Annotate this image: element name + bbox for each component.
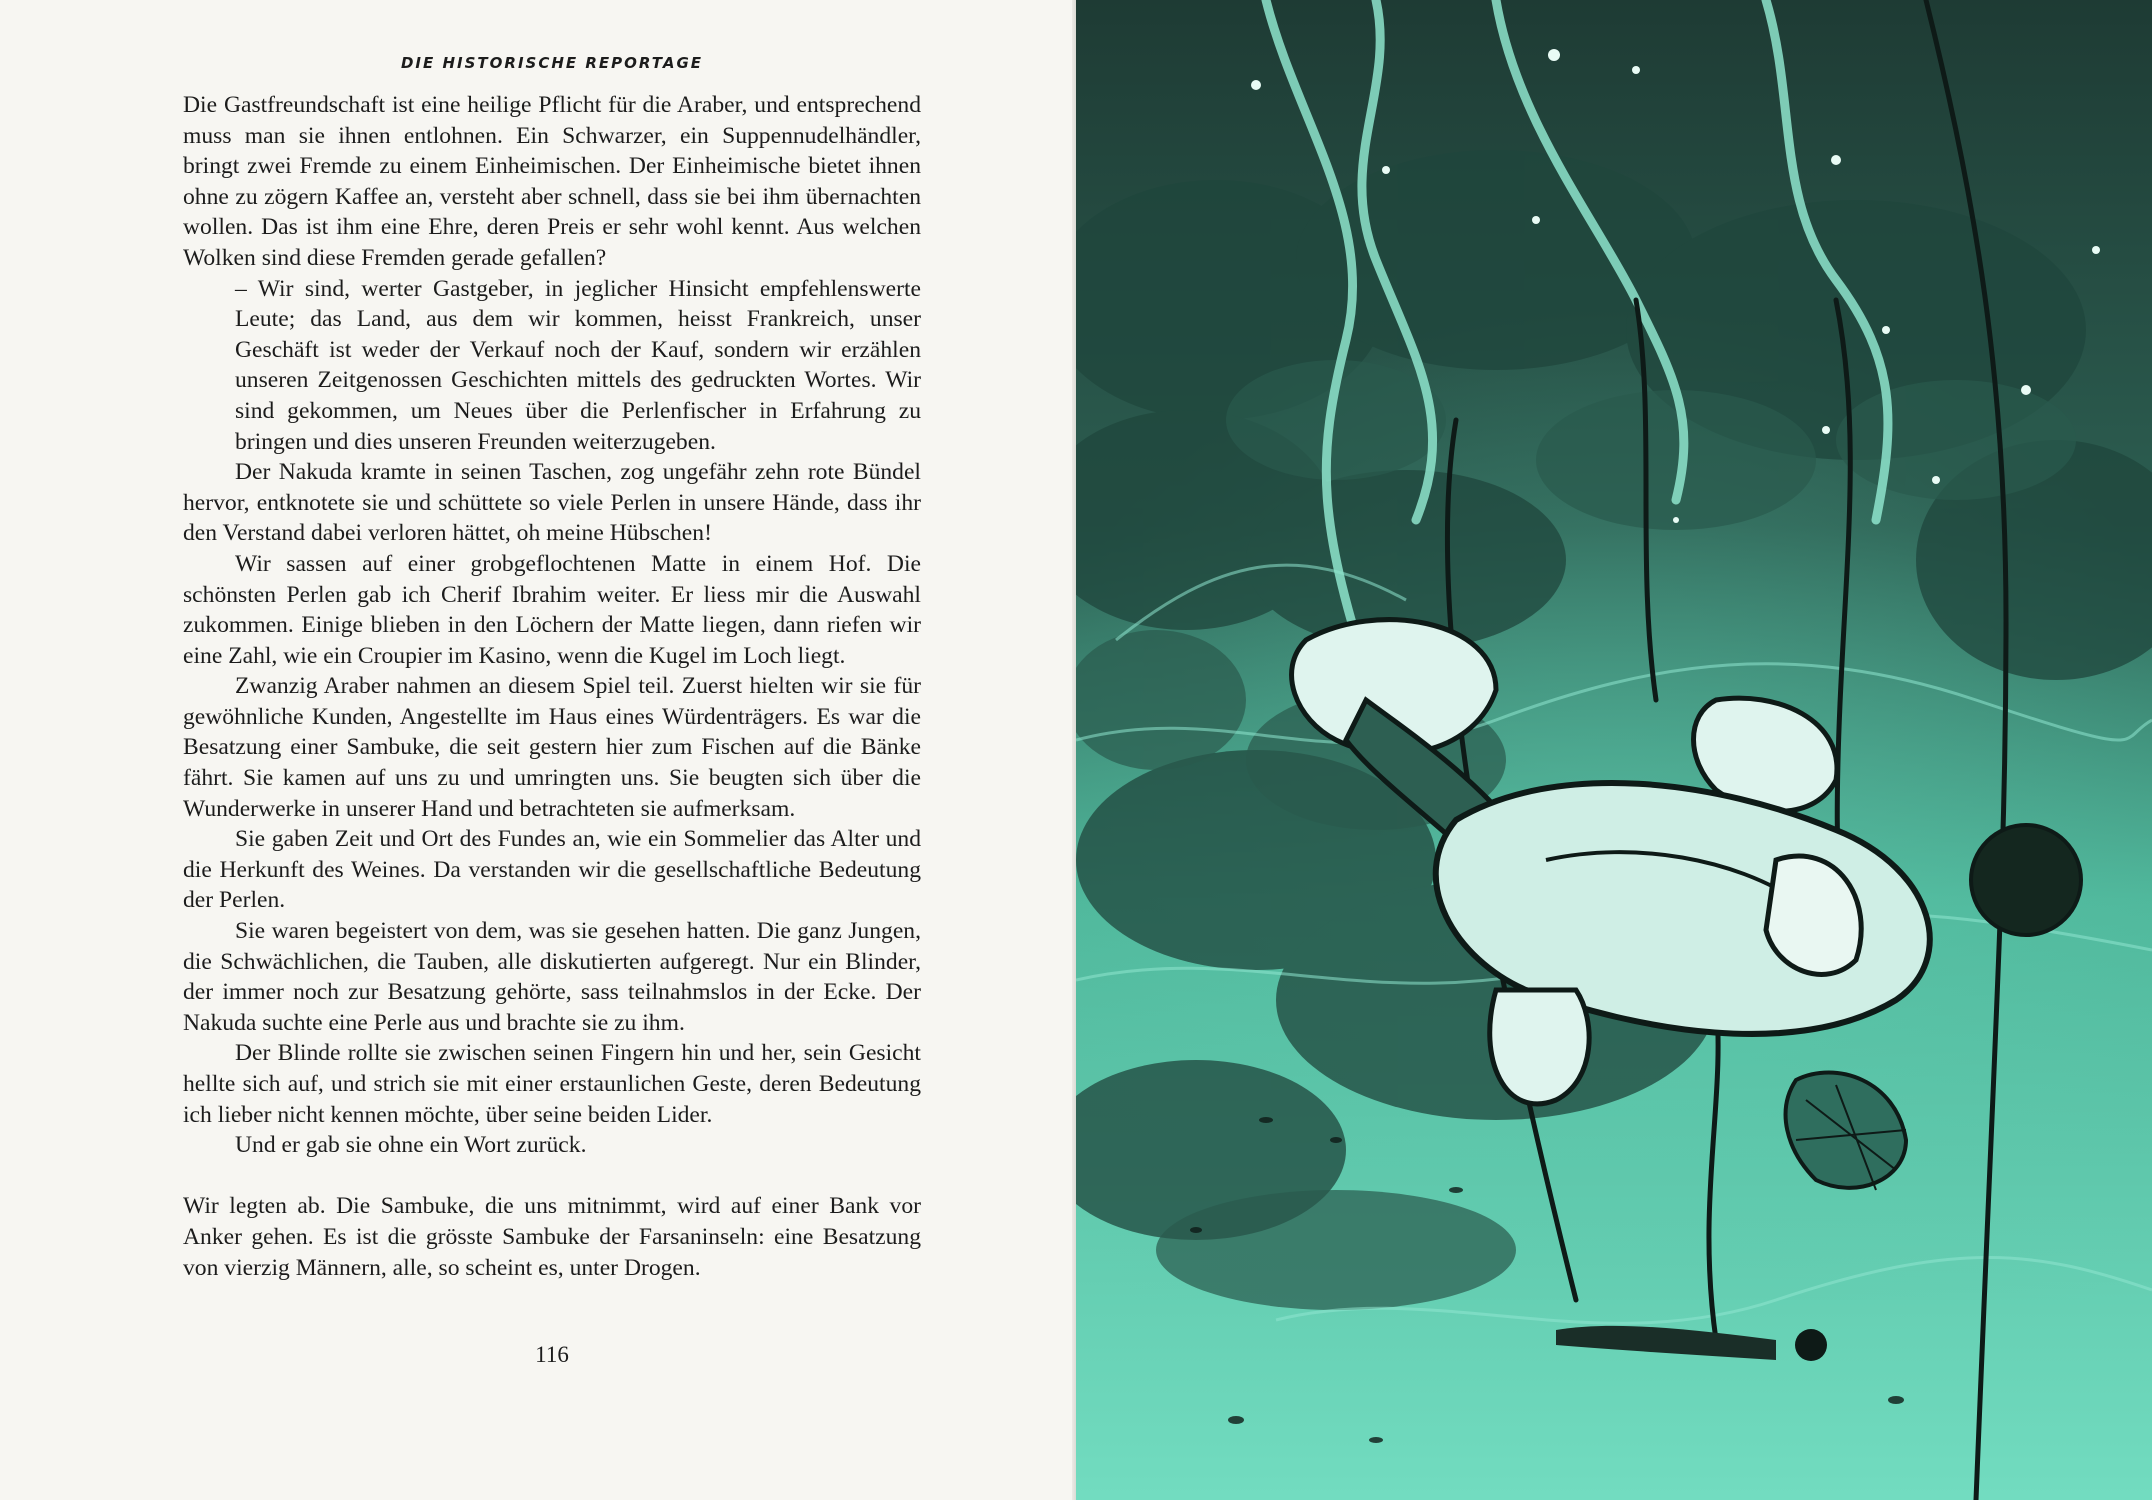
paragraph: Und er gab sie ohne ein Wort zurück. bbox=[235, 1132, 587, 1159]
paragraph: Wir sassen auf einer grobgeflochtenen Matte in einem Hof. Die schönsten Perlen gab ich Cherif Ibrahim weiter. Er liess mir die Auswahl zukommen. Einige blieben in den Löchern der Matte liegen, dann riefen wir eine Zahl, wie ein Croupier im Kasino, wenn die Kugel im Loch liegt. bbox=[183, 550, 921, 669]
paragraph: Sie waren begeistert von dem, was sie gesehen hatten. Die ganz Jungen, die Schwächlichen, die Tauben, alle diskutierten aufgeregt. Nur ein Blinder, der immer noch zur Besatzung gehörte, sass teilnahmslos in der Ecke. Der Nakuda suchte eine Perle aus und brachte sie zu ihm. bbox=[183, 918, 921, 1036]
page-number: 116 bbox=[535, 1342, 569, 1367]
right-page-illustration bbox=[1076, 0, 2152, 1500]
paragraph: Wir legten ab. Die Sambuke, die uns mitnimmt, wird auf einer Bank vor Anker gehen. Es ist die grösste Sambuke der Farsaninseln: eine Besatzung von vierzig Männern, alle, so scheint es, unter Drogen. bbox=[183, 1193, 921, 1281]
paragraph: Die Gastfreundschaft ist eine heilige Pflicht für die Araber, und entsprechend muss man sie ihnen entlohnen. Ein Schwarzer, ein Suppennudelhändler, bringt zwei Fremde zu einem Einheimischen. Der Einheimische bietet ihnen ohne zu zögern Kaffee an, versteht aber schnell, dass sie bei ihm übernachten wollen. Das ist ihm eine Ehre, deren Preis er sehr wohl kennt. Aus welchen Wolken sind diese Fremden gerade gefallen? bbox=[183, 92, 921, 271]
paragraph: Der Nakuda kramte in seinen Taschen, zog ungefähr zehn rote Bündel hervor, entknotete sie und schüttete so viele Perlen in unsere Hände, dass ihr den Verstand dabei verloren hättet, oh meine Hübschen! bbox=[183, 459, 921, 547]
underwater-diver-illustration bbox=[1076, 0, 2152, 1500]
paragraph-quote: – Wir sind, werter Gastgeber, in jeglicher Hinsicht empfehlenswerte Leute; das Land, aus dem wir kommen, heisst Frankreich, unser Geschäft ist weder der Verkauf noch der Kauf, sondern wir erzählen unseren Zeitgenossen Geschichten mittels des gedruckten Wortes. Wir sind gekommen, um Neues über die Perlenfischer in Erfahrung zu bringen und dies unseren Freunden weiterzugeben. bbox=[235, 275, 921, 455]
diver-head bbox=[1971, 825, 2081, 935]
paragraph: Zwanzig Araber nahmen an diesem Spiel teil. Zuerst hielten wir sie für gewöhnliche Kunden, Angestellte im Haus eines Würdenträgers. Es war die Besatzung einer Sambuke, die seit gestern hier zum Fischen auf die Bänke fährt. Sie kamen auf uns zu und umringten uns. Sie beugten sich über die Wunderwerke in unserer Hand und betrachteten sie aufmerksam. bbox=[183, 673, 921, 822]
paragraph: Sie gaben Zeit und Ort des Fundes an, wie ein Sommelier das Alter und die Herkunft des Weines. Da verstanden wir die gesellschaftliche Bedeutung der Perlen. bbox=[183, 826, 921, 914]
running-head: DIE HISTORISCHE REPORTAGE bbox=[400, 54, 704, 72]
section-break bbox=[183, 1161, 921, 1192]
paragraph: Der Blinde rollte sie zwischen seinen Fingern hin und her, sein Gesicht hellte sich auf, und strich sie mit einer erstaunlichen Geste, deren Bedeutung ich lieber nicht kennen möchte, über seine beiden Lider. bbox=[183, 1040, 921, 1128]
body-text bbox=[183, 90, 921, 1283]
